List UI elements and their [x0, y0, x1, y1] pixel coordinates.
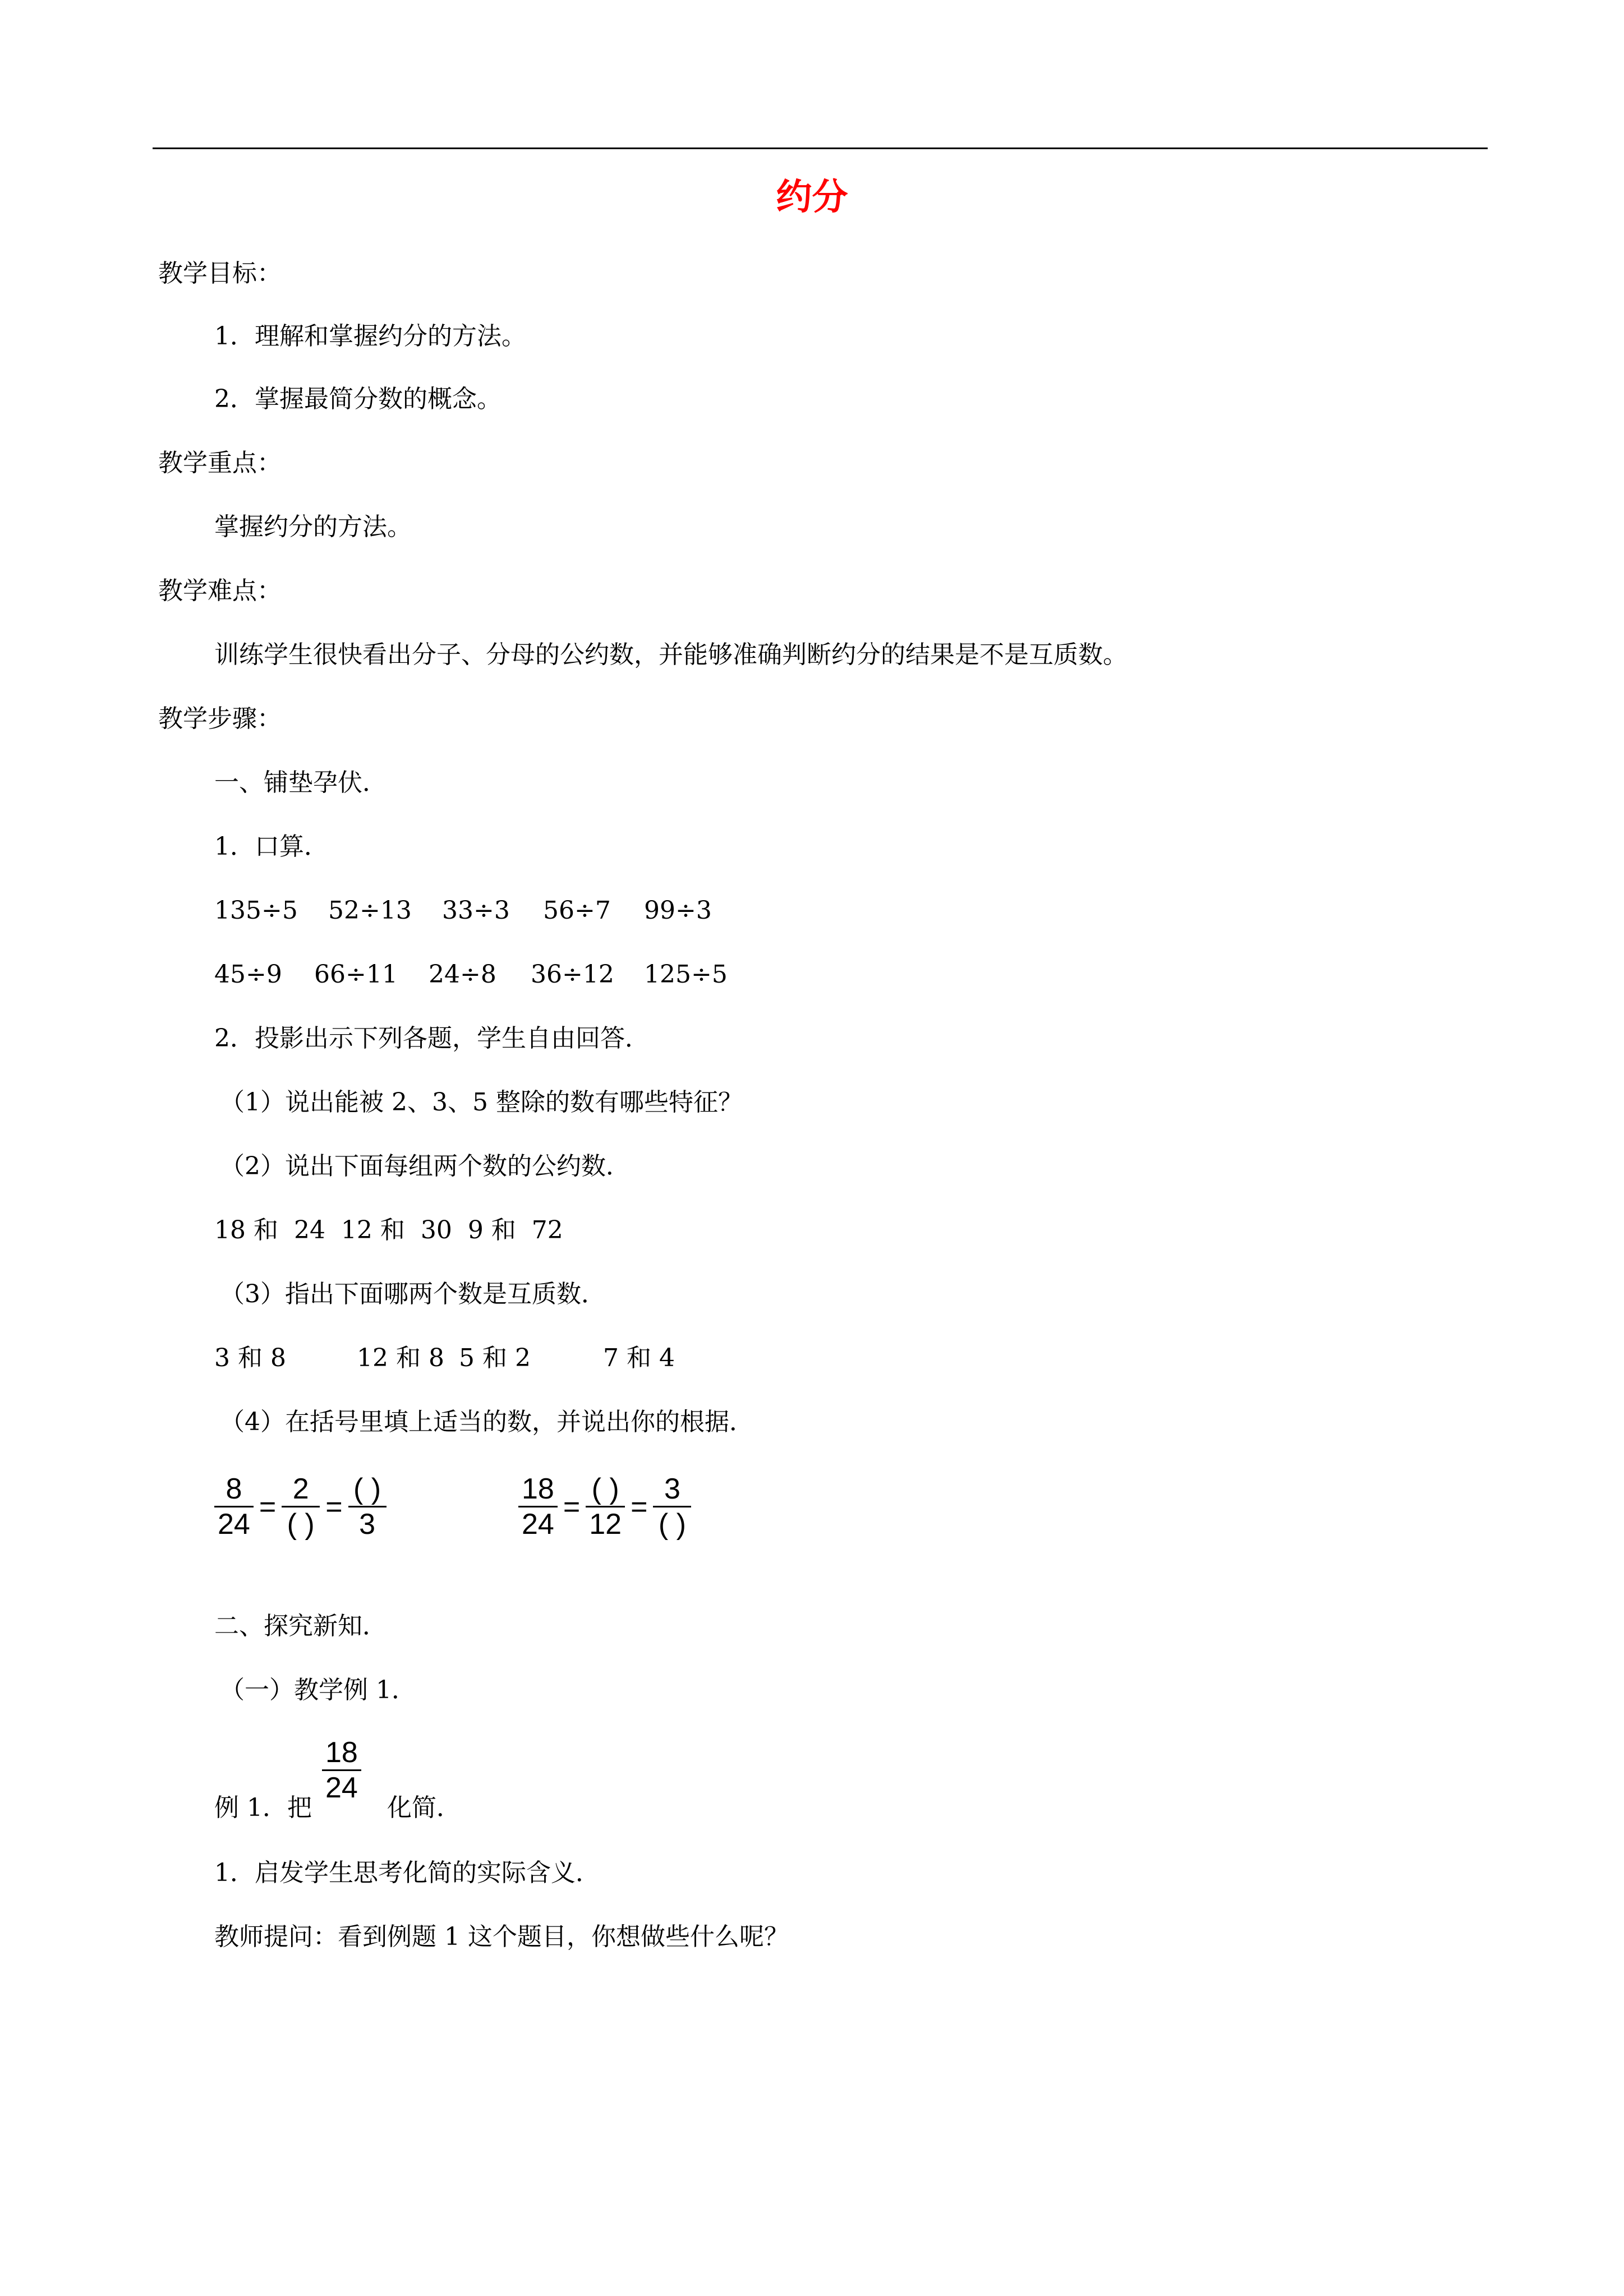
calc-item: 99÷3: [644, 896, 712, 925]
steps-heading: 教学步骤：: [158, 704, 282, 733]
question-2-label: 2．投影出示下列各题，学生自由回答．: [214, 1024, 650, 1053]
question-2-2: （2）说出下面每组两个数的公约数．: [220, 1152, 631, 1181]
equals-sign: =: [631, 1490, 648, 1523]
objective-item: 1．理解和掌握约分的方法。: [214, 322, 526, 351]
fraction: [282, 1472, 320, 1541]
question-2-4: （4）在括号里填上适当的数，并说出你的根据．: [220, 1408, 754, 1436]
calc-item: 33÷3: [442, 896, 510, 925]
subsection-example-1: （一）教学例 1．: [220, 1676, 416, 1704]
calc-item: 45÷9: [214, 960, 282, 989]
numerator: 3: [664, 1473, 680, 1505]
fraction: [586, 1472, 625, 1541]
part2-heading: 二、探究新知．: [214, 1612, 387, 1640]
oral-calc-label: 1．口算．: [214, 832, 329, 861]
equals-sign: =: [325, 1490, 343, 1523]
denominator: 3: [359, 1508, 376, 1541]
page-title: 约分: [776, 176, 848, 218]
example-1-suffix: 化简．: [387, 1794, 461, 1822]
numerator-blank: ( ): [591, 1473, 619, 1505]
denominator: 24: [522, 1508, 554, 1541]
numerator: 18: [522, 1473, 554, 1505]
calc-item: 36÷12: [531, 960, 614, 989]
difficulty-heading: 教学难点：: [158, 577, 282, 605]
denominator-blank: ( ): [287, 1508, 315, 1541]
hint-text: 1．启发学生思考化简的实际含义．: [214, 1859, 600, 1887]
example-fraction: [320, 1736, 364, 1805]
coprime-pair: 3 和 8: [214, 1344, 286, 1372]
numerator-blank: ( ): [353, 1473, 381, 1505]
calc-item: 56÷7: [543, 896, 611, 925]
numerator: 2: [292, 1473, 309, 1505]
fraction-equation-1: [212, 1472, 389, 1541]
common-factor-pairs: 18 和 24 12 和 30 9 和 72: [214, 1216, 563, 1244]
teacher-question: 教师提问：看到例题 1 这个题目，你想做些什么呢？: [214, 1922, 789, 1951]
question-2-3: （3）指出下面哪两个数是互质数．: [220, 1280, 606, 1308]
calc-item: 24÷8: [429, 960, 496, 989]
coprime-pair: 5 和 2: [459, 1344, 531, 1372]
equals-sign: =: [563, 1490, 581, 1523]
keypoint-text: 掌握约分的方法。: [214, 513, 412, 541]
denominator: 12: [589, 1508, 622, 1541]
calc-item: 125÷5: [644, 960, 728, 989]
objective-item: 2．掌握最简分数的概念。: [214, 385, 502, 413]
denominator: 24: [325, 1772, 358, 1804]
numerator: 8: [226, 1473, 242, 1505]
fraction: [322, 1736, 361, 1805]
header-rule: [153, 147, 1488, 149]
calc-item: 135÷5: [214, 896, 298, 925]
fraction: [518, 1472, 558, 1541]
fraction: [214, 1472, 254, 1541]
part1-heading: 一、铺垫孕伏．: [214, 768, 387, 797]
fraction: [348, 1472, 387, 1541]
numerator: 18: [325, 1736, 358, 1769]
equals-sign: =: [259, 1490, 277, 1523]
question-2-1: （1）说出能被 2、3、5 整除的数有哪些特征？: [220, 1088, 743, 1117]
denominator-blank: ( ): [658, 1508, 686, 1541]
calc-item: 52÷13: [328, 896, 412, 925]
example-1-prefix: 例 1．把: [214, 1794, 312, 1822]
objectives-heading: 教学目标：: [158, 259, 282, 288]
difficulty-text: 训练学生很快看出分子、分母的公约数，并能够准确判断约分的结果是不是互质数。: [214, 640, 1128, 669]
fraction-equation-2: [516, 1472, 693, 1541]
coprime-pair: 7 和 4: [603, 1344, 675, 1372]
coprime-pair: 12 和 8: [357, 1344, 444, 1372]
calc-item: 66÷11: [314, 960, 398, 989]
keypoint-heading: 教学重点：: [158, 449, 282, 477]
denominator: 24: [218, 1508, 250, 1541]
fraction: [653, 1472, 691, 1541]
